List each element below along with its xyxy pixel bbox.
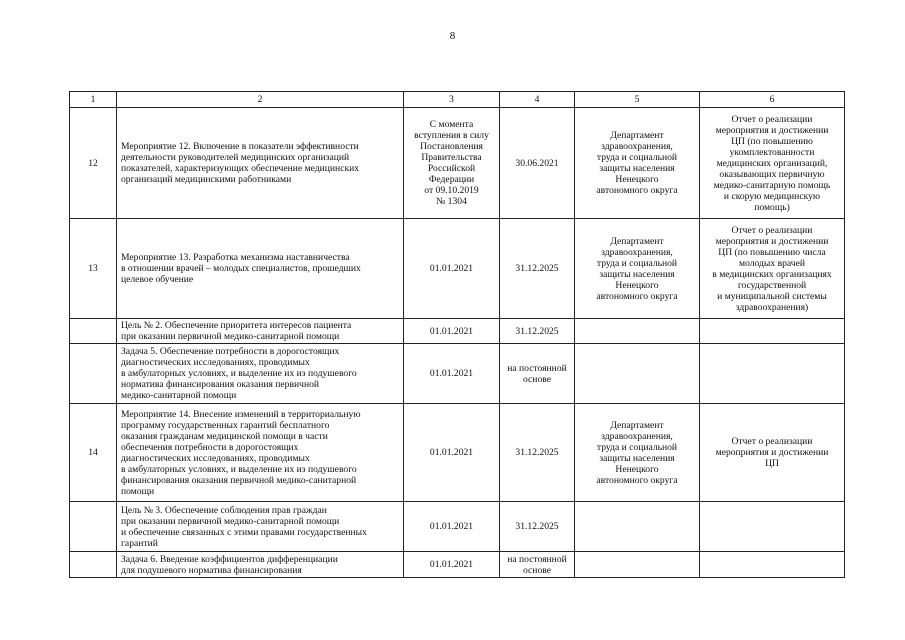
row-text: Задача 5. Обеспечение потребности в дорогостоящих диагностических исследованиях, проводимых в амбулаторных условиях, и выделение их из подушевого норматива финансирования оказания первичной медико-санитарной помощи [117, 344, 404, 404]
row-responsible [575, 552, 700, 578]
row-start: С момента вступления в силу Постановления Правительства Российской Федерации от 09.10.2019 № 1304 [404, 108, 500, 219]
row-end: 31.12.2025 [500, 502, 575, 552]
header-cell: 1 [70, 92, 117, 108]
row-responsible: Департамент здравоохранения, труда и социальной защиты населения Ненецкого автономного округа [575, 404, 700, 502]
row-report: Отчет о реализации мероприятия и достижении ЦП (по повышению числа молодых врачей в медицинских организациях государственной и муниципальной системы здравоохранения) [700, 219, 845, 319]
row-report [700, 319, 845, 344]
header-cell: 2 [117, 92, 404, 108]
row-report [700, 552, 845, 578]
table-row [70, 404, 845, 502]
row-responsible [575, 502, 700, 552]
row-text: Цель № 3. Обеспечение соблюдения прав граждан при оказании первичной медико-санитарной помощи и обеспечение связанных с этими правами государственных гарантий [117, 502, 404, 552]
header-cell: 3 [404, 92, 500, 108]
table-row [70, 502, 845, 552]
table-row [70, 219, 845, 319]
table-row [70, 552, 845, 578]
row-number [70, 344, 117, 404]
header-cell: 6 [700, 92, 845, 108]
page-number: 8 [449, 30, 456, 42]
row-report [700, 344, 845, 404]
row-start: 01.01.2021 [404, 319, 500, 344]
row-start: 01.01.2021 [404, 552, 500, 578]
row-text: Цель № 2. Обеспечение приоритета интересов пациента при оказании первичной медико-санитарной помощи [117, 319, 404, 344]
row-end: 31.12.2025 [500, 219, 575, 319]
row-number [70, 319, 117, 344]
plan-table [69, 91, 845, 578]
row-responsible: Департамент здравоохранения, труда и социальной защиты населения Ненецкого автономного округа [575, 219, 700, 319]
row-text: Мероприятие 14. Внесение изменений в территориальную программу государственных гарантий бесплатного оказания гражданам медицинской помощи в части обеспечения потребности в дорогостоящих диагностических исследованиях, проводимых в амбулаторных условиях, и выделение их из подушевого финансирования оказания первичной медико-санитарной помощи [117, 404, 404, 502]
row-text: Мероприятие 13. Разработка механизма наставничества в отношении врачей – молодых специалистов, прошедших целевое обучение [117, 219, 404, 319]
row-start: 01.01.2021 [404, 219, 500, 319]
row-start: 01.01.2021 [404, 404, 500, 502]
table-header-row [70, 92, 845, 108]
row-end: на постоянной основе [500, 344, 575, 404]
row-text: Задача 6. Введение коэффициентов дифференциации для подушевого норматива финансирования [117, 552, 404, 578]
row-number: 12 [70, 108, 117, 219]
header-cell: 4 [500, 92, 575, 108]
row-end: на постоянной основе [500, 552, 575, 578]
row-start: 01.01.2021 [404, 502, 500, 552]
row-report: Отчет о реализации мероприятия и достижении ЦП [700, 404, 845, 502]
row-end: 30.06.2021 [500, 108, 575, 219]
row-report [700, 502, 845, 552]
row-number [70, 502, 117, 552]
row-end: 31.12.2025 [500, 404, 575, 502]
table-row [70, 344, 845, 404]
row-responsible [575, 344, 700, 404]
row-responsible [575, 319, 700, 344]
table-row [70, 319, 845, 344]
row-responsible: Департамент здравоохранения, труда и социальной защиты населения Ненецкого автономного округа [575, 108, 700, 219]
row-text: Мероприятие 12. Включение в показатели эффективности деятельности руководителей медицинских организаций показателей, характеризующих обеспечение медицинских организаций медицинскими работниками [117, 108, 404, 219]
table-row [70, 108, 845, 219]
row-number [70, 552, 117, 578]
row-number: 14 [70, 404, 117, 502]
row-number: 13 [70, 219, 117, 319]
row-start: 01.01.2021 [404, 344, 500, 404]
row-end: 31.12.2025 [500, 319, 575, 344]
header-cell: 5 [575, 92, 700, 108]
row-report: Отчет о реализации мероприятия и достижении ЦП (по повышению укомплектованности медицинских организаций, оказывающих первичную медико-санитарную помощь и скорую медицинскую помощь) [700, 108, 845, 219]
